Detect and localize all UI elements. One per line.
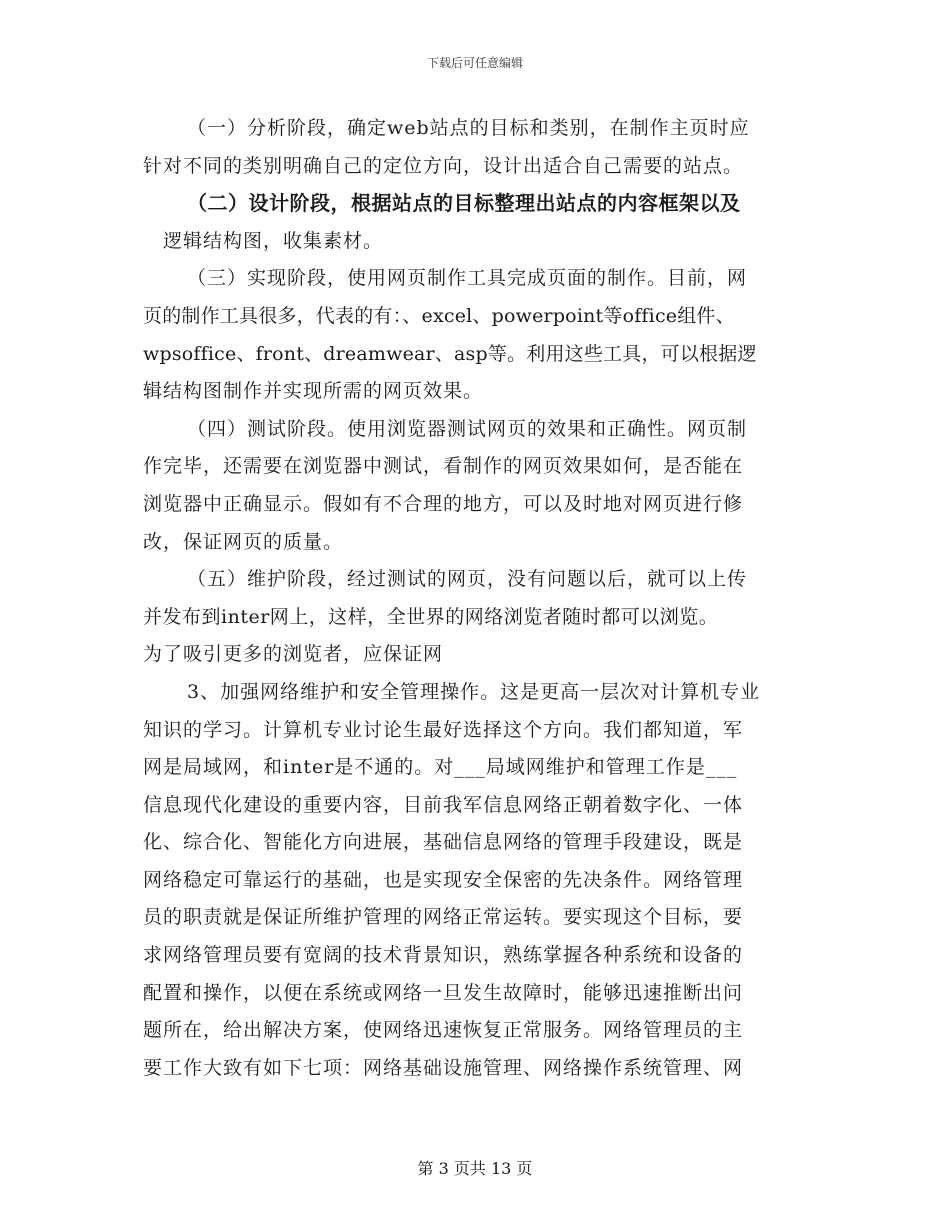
paragraph-line: 知识的学习。计算机专业讨论生最好选择这个方向。我们都知道，军 — [143, 718, 744, 741]
paragraph-line: 题所在，给出解决方案，使网络迅速恢复正常服务。网络管理员的主 — [143, 1019, 744, 1042]
paragraph-line: 逻辑结构图，收集素材。 — [163, 229, 384, 252]
paragraph-line: 求网络管理员要有宽阔的技术背景知识，熟练掌握各种系统和设备的 — [143, 944, 744, 967]
paragraph-line: 浏览器中正确显示。假如有不合理的地方，可以及时地对网页进行修 — [143, 492, 744, 515]
paragraph-line: 网络稳定可靠运行的基础，也是实现安全保密的先决条件。网络管理 — [143, 868, 744, 891]
paragraph-line: wpsoffice、front、dreamwear、asp等。利用这些工具，可以根据逻 — [143, 342, 757, 365]
paragraph-line: 针对不同的类别明确自己的定位方向，设计出适合自己需要的站点。 — [143, 154, 744, 177]
paragraph-line: 改，保证网页的质量。 — [143, 530, 344, 553]
paragraph-line: 信息现代化建设的重要内容，目前我军信息网络正朝着数字化、一体 — [143, 793, 744, 816]
document-body — [143, 110, 808, 1087]
paragraph-line: 员的职责就是保证所维护管理的网络正常运转。要实现这个目标，要 — [143, 906, 744, 929]
paragraph-line: 化、综合化、智能化方向进展，基础信息网络的管理手段建设，既是 — [143, 831, 744, 854]
page-header: 下载后可任意编辑 — [426, 56, 523, 70]
paragraph-line: 为了吸引更多的浏览者，应保证网 — [143, 643, 444, 666]
paragraph-line: 作完毕，还需要在浏览器中测试，看制作的网页效果如何，是否能在 — [143, 455, 744, 478]
paragraph-line: 要工作大致有如下七项：网络基础设施管理、网络操作系统管理、网 — [143, 1056, 744, 1079]
page-footer: 第 3 页共 13 页 — [417, 1159, 533, 1178]
paragraph-line: 网是局域网，和inter是不通的。对___局域网维护和管理工作是___ — [143, 756, 738, 779]
paragraph-line: （一）分析阶段，确定web站点的目标和类别，在制作主页时应 — [187, 117, 750, 139]
paragraph-line: 3、加强网络维护和安全管理操作。这是更高一层次对计算机专业 — [187, 680, 761, 703]
paragraph-line: 配置和操作，以便在系统或网络一旦发生故障时，能够迅速推断出问 — [143, 981, 744, 1004]
paragraph-line: （五）维护阶段，经过测试的网页，没有问题以后，就可以上传 — [187, 568, 748, 591]
paragraph-line: 辑结构图制作并实现所需的网页效果。 — [143, 380, 484, 403]
paragraph-line: （四）测试阶段。使用浏览器测试网页的效果和正确性。网页制 — [187, 417, 748, 440]
paragraph-line: 页的制作工具很多，代表的有：、excel、powerpoint等office组件、 — [143, 304, 735, 327]
bold-heading-line: （二）设计阶段，根据站点的目标整理出站点的内容框架以及 — [187, 191, 741, 216]
paragraph-line: （三）实现阶段，使用网页制作工具完成页面的制作。目前，网 — [187, 267, 748, 290]
paragraph-line: 并发布到inter网上，这样，全世界的网络浏览者随时都可以浏览。 — [143, 605, 719, 628]
